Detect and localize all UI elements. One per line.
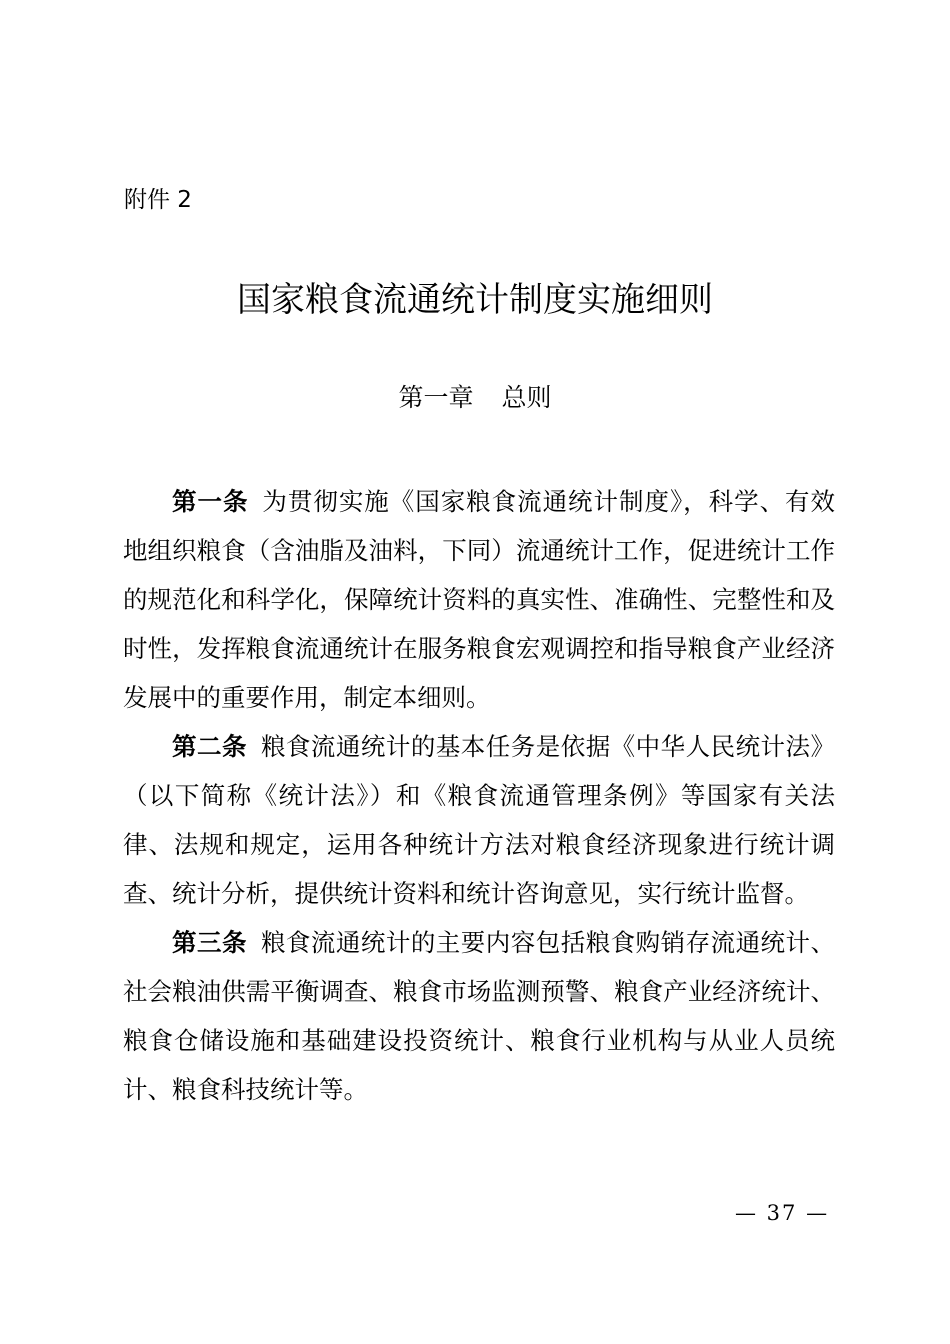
page-number: — 37 —	[735, 1201, 830, 1225]
article-text: 为贯彻实施《国家粮食流通统计制度》，科学、有效地组织粮食（含油脂及油料，下同）流通统计工作，促进统计工作的规范化和科学化，保障统计资料的真实性、准确性、完整性和及时性，发挥粮食流通统计在服务粮食宏观调控和指导粮食产业经济发展中的重要作用，制定本细则。	[123, 487, 836, 712]
article-paragraph	[123, 477, 835, 722]
article-label: 第三条	[172, 928, 247, 957]
chapter-heading	[0, 381, 950, 415]
article-label: 第二条	[172, 732, 247, 761]
attachment-label: 附件 2	[124, 187, 192, 213]
article-paragraph	[123, 722, 835, 918]
article-text: 粮食流通统计的基本任务是依据《中华人民统计法》（以下简称《统计法》）和《粮食流通管理条例》等国家有关法律、法规和规定，运用各种统计方法对粮食经济现象进行统计调查、统计分析，提供统计资料和统计咨询意见，实行统计监督。	[123, 732, 836, 908]
article-paragraph	[123, 918, 835, 1114]
article-label: 第一条	[172, 487, 249, 516]
chapter-name: 总则	[501, 383, 552, 412]
document-body	[123, 477, 835, 1114]
article-text: 粮食流通统计的主要内容包括粮食购销存流通统计、社会粮油供需平衡调查、粮食市场监测预警、粮食产业经济统计、粮食仓储设施和基础建设投资统计、粮食行业机构与从业人员统计、粮食科技统计等。	[123, 928, 836, 1104]
chapter-number: 第一章	[398, 383, 474, 412]
document-title: 国家粮食流通统计制度实施细则	[237, 280, 713, 320]
